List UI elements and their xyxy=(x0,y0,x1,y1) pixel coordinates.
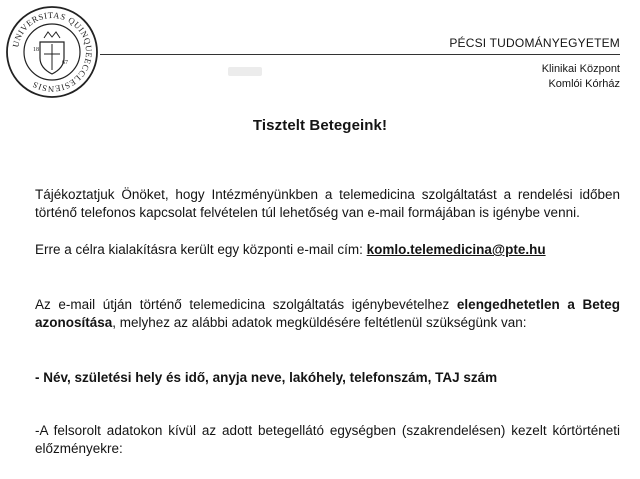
seal-year-right: 67 xyxy=(62,60,68,66)
page-title: Tisztelt Betegeink! xyxy=(252,117,388,134)
required-data-text: - Név, születési hely és idő, anyja neve, lakóhely, telefonszám, TAJ szám xyxy=(35,370,498,385)
identification-start: Az e-mail útján történő telemedicina szolgáltatás igénybevételhez xyxy=(35,297,457,312)
paragraph-intro: Tájékoztatjuk Önöket, hogy Intézményünkben a telemedicina szolgáltatást a rendelési időben történő telefonos kapcsolat felvételen túl lehetőség van e-mail formájában is igénybe venni. xyxy=(35,187,620,220)
required-data-list xyxy=(35,369,620,387)
bleed-through-mark xyxy=(228,67,262,76)
paragraph-email xyxy=(35,241,620,259)
paragraph-history: -A felsorolt adatokon kívül az adott betegellátó egységben (szakrendelésen) kezelt kórtörténeti előzményekre: xyxy=(35,423,620,456)
university-seal xyxy=(4,4,100,100)
paragraph-identification xyxy=(35,296,620,331)
email-intro-text: Erre a célra kialakításra került egy központi e-mail cím: xyxy=(35,242,367,257)
unit-name: Klinikai Központ xyxy=(541,63,620,75)
institution-header xyxy=(100,36,620,92)
identification-emphasis: elengedhetetlen a Beteg azonosítása xyxy=(35,297,620,330)
seal-crest xyxy=(40,32,64,74)
institution-name: PÉCSI TUDOMÁNYEGYETEM xyxy=(100,36,620,55)
seal-year-left: 18 xyxy=(33,47,39,53)
hospital-name: Komlói Kórház xyxy=(548,78,620,90)
seal-ring-text: UNIVERSITAS QUINQUEECCLESIENSIS xyxy=(10,9,95,95)
email-address: komlo.telemedicina@pte.hu xyxy=(366,242,546,257)
identification-end: , melyhez az alábbi adatok megküldésére feltétlenül szükségünk van: xyxy=(112,314,527,330)
